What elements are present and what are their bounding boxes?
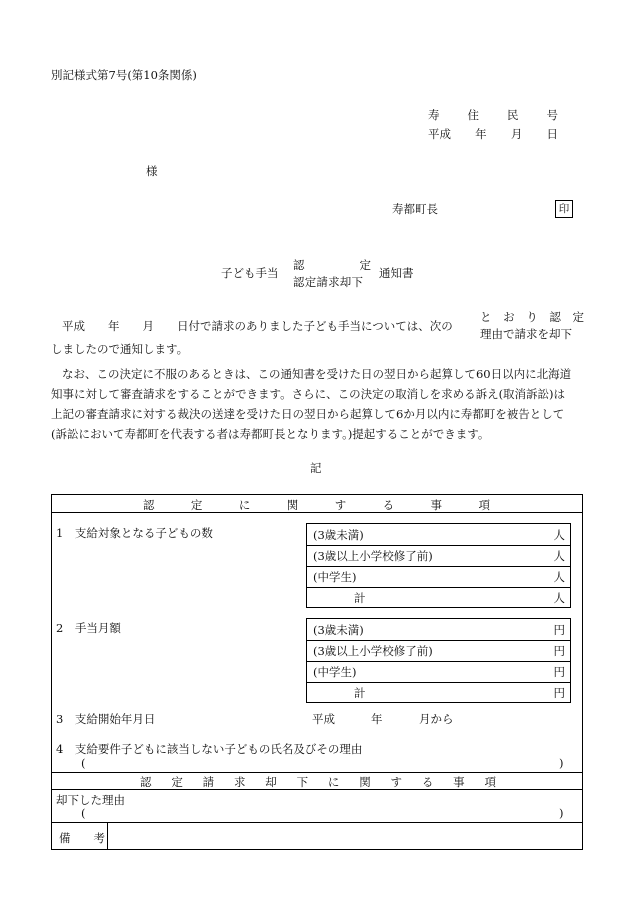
header-char: 項 [478,498,490,512]
divider [51,789,583,790]
count-row-preschool [307,545,570,567]
title-option-approve [293,257,371,273]
row-label: (3歳未満) [313,528,364,542]
date-day: 日 [546,127,558,141]
divider [51,512,583,513]
header-char: 関 [359,775,371,789]
issue-date [428,126,558,142]
row-label: 計 [354,686,366,700]
item4-paren-close: ) [559,756,564,770]
reject-paren-close: ) [559,806,564,820]
option-char: お [503,310,515,324]
header-char: 定 [190,498,203,512]
doc-number-char: 住 [467,108,479,122]
paragraph1-option-reject: 理由で請求を却下 [480,327,572,341]
option-char: と [480,310,492,324]
header-char: に [327,775,340,789]
row-label: 計 [354,591,366,605]
paragraph1-start: 平成 年 月 日付で請求のありました子ども手当については、次の [62,319,453,333]
amount-row-under3 [307,619,570,641]
header-char: る [421,775,434,789]
header-char: 関 [286,498,299,512]
amount-row-preschool [307,640,570,662]
start-date-month: 月から [419,712,454,726]
divider [51,822,583,823]
addressee-suffix: 様 [146,164,158,178]
row-unit: 円 [553,623,565,637]
item4-label: 4 支給要件子どもに該当しない子どもの氏名及びその理由 [56,742,363,756]
row-label: (3歳未満) [313,623,364,637]
doc-number-char: 民 [507,108,519,122]
remarks-label: 備 考 [59,831,105,845]
divider [51,772,583,773]
ki-heading: 記 [310,461,322,475]
row-label: (中学生) [313,570,357,584]
option-char: 認 [549,310,561,324]
header-char: 定 [171,775,183,789]
row-label: (3歳以上小学校修了前) [313,549,433,563]
remarks-divider [107,822,108,850]
start-date-year: 年 [371,712,383,726]
row-label: (3歳以上小学校修了前) [313,644,433,658]
header-char: 認 [143,498,155,512]
item4-paren-open: ( [81,756,86,770]
paragraph2-line: なお、この決定に不服のあるときは、この通知書を受けた日の翌日から起算して60日以内に北海道 [62,367,572,381]
row-unit: 人 [553,549,565,563]
row-label: (中学生) [313,665,357,679]
title-upper-char: 定 [359,258,371,272]
item3-label: 3 支給開始年月日 [56,712,156,726]
row-unit: 人 [553,570,565,584]
count-row-under3 [307,524,570,546]
start-date-era: 平成 [312,712,335,726]
paragraph2-line: 上記の審査請求に対する裁決の送達を受けた日の翌日から起算して6か月以内に寿都町を被告として [51,407,565,421]
form-number: 別記様式第7号(第10条関係) [51,68,197,82]
title-option-reject: 認定請求却下 [293,275,364,289]
header-char: る [382,498,395,512]
header-char: 事 [430,498,443,512]
row-unit: 円 [553,665,565,679]
header-char: す [334,498,347,512]
paragraph2-line: (訴訟において寿都町を代表する者は寿都町長となります。)提起することができます。 [51,427,490,441]
paragraph2-line: 知事に対して審査請求をすることができます。さらに、この決定の取消しを求める訴え(取消訴訟)は [51,387,566,401]
paragraph1-option-approve [480,309,584,325]
item2-label: 2 手当月額 [56,621,121,635]
date-month: 月 [510,127,523,141]
section1-header [143,497,490,513]
date-year: 年 [475,127,487,141]
count-row-total [307,587,570,607]
title-prefix: 子ども手当 [221,266,279,280]
row-unit: 人 [553,528,565,542]
date-era: 平成 [428,127,451,141]
doc-number-char: 寿 [428,108,440,122]
option-char: り [526,310,538,324]
count-row-middle-school [307,566,570,588]
header-char: に [238,498,251,512]
row-unit: 円 [553,644,565,658]
item1-label: 1 支給対象となる子どもの数 [56,526,213,540]
header-char: 下 [296,775,309,789]
doc-number-char: 号 [546,108,558,122]
header-char: 却 [265,775,277,789]
title-upper-char: 認 [293,258,305,272]
item2-amounts-box [306,618,571,703]
reject-paren-open: ( [81,806,86,820]
amount-row-middle-school [307,661,570,683]
row-unit: 円 [553,686,565,700]
title-suffix: 通知書 [379,266,414,280]
paragraph1-end: しましたので通知します。 [51,342,189,356]
amount-row-total [307,682,570,702]
reject-reason-label: 却下した理由 [56,793,125,807]
seal-mark: 印 [555,200,573,218]
option-char: 定 [572,310,584,324]
issuer: 寿都町長 [392,202,438,216]
header-char: 請 [202,775,215,789]
item1-counts-box [306,523,571,608]
header-char: す [390,775,402,789]
header-char: 項 [484,775,496,789]
header-char: 認 [140,775,152,789]
header-char: 事 [453,775,465,789]
section2-header [140,774,496,790]
row-unit: 人 [553,591,565,605]
document-number [428,107,558,123]
header-char: 求 [233,775,246,789]
